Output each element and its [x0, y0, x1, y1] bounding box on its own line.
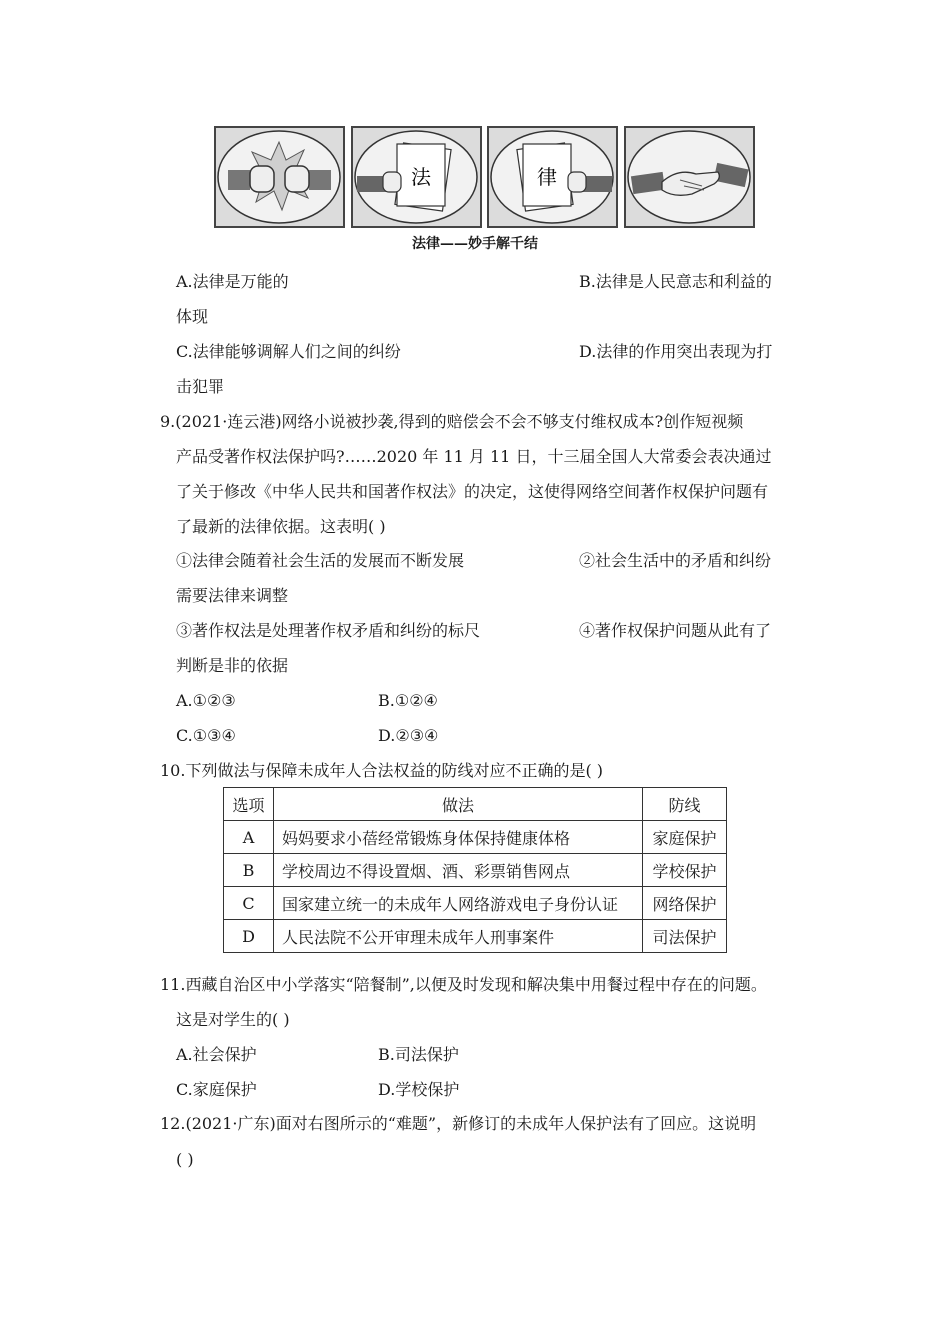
table-cell-defense: 家庭保护 — [643, 821, 727, 854]
q9-option-d: D.②③④ — [378, 726, 439, 745]
q8-option-b-cont: 体现 — [176, 307, 209, 326]
q11-option-a: A.社会保护 — [176, 1045, 257, 1064]
q8-option-d: D.法律的作用突出表现为打 — [579, 342, 773, 361]
figure-panel-handshake — [624, 126, 755, 228]
table-row — [224, 821, 727, 854]
q12-stem-line-1: 12.(2021·广东)面对右图所示的“难题”，新修订的未成年人保护法有了回应。这说明 — [160, 1114, 757, 1133]
figure-panel-law-1 — [351, 126, 482, 228]
table-row — [224, 920, 727, 953]
q9-option-b: B.①②④ — [378, 691, 438, 710]
q12-stem-line-2: ( ) — [176, 1150, 194, 1169]
q8-option-c: C.法律能够调解人们之间的纠纷 — [176, 342, 401, 361]
table-cell-option: C — [224, 887, 274, 920]
hand-document-icon — [489, 128, 616, 226]
q10-options-table — [223, 787, 727, 953]
q11-option-b: B.司法保护 — [378, 1045, 459, 1064]
q9-stem-line-3: 了关于修改《中华人民共和国著作权法》的决定，这使得网络空间著作权保护问题有 — [176, 482, 769, 501]
q11-option-d: D.学校保护 — [378, 1080, 460, 1099]
table-header-action: 做法 — [274, 788, 643, 821]
table-cell-action: 妈妈要求小蓓经常锻炼身体保持健康体格 — [274, 821, 643, 854]
q9-item-2: ②社会生活中的矛盾和纠纷 — [579, 551, 772, 570]
table-row — [224, 887, 727, 920]
figure-caption: 法律——妙手解千结 — [412, 236, 538, 252]
q9-stem-line-2: 产品受著作权法保护吗?……2020 年 11 月 11 日，十三届全国人大常委会表决通过 — [176, 447, 772, 466]
table-cell-option: B — [224, 854, 274, 887]
fists-clash-icon — [216, 128, 343, 226]
q9-item-4-cont: 判断是非的依据 — [176, 656, 289, 675]
table-cell-action: 人民法院不公开审理未成年人刑事案件 — [274, 920, 643, 953]
figure-panel-fists — [214, 126, 345, 228]
q9-stem-line-1: 9.(2021·连云港)网络小说被抄袭,得到的赔偿会不会不够支付维权成本?创作短视频 — [160, 412, 744, 431]
q11-stem-line-2: 这是对学生的( ) — [176, 1010, 290, 1029]
q9-item-3: ③著作权法是处理著作权矛盾和纠纷的标尺 — [176, 621, 481, 640]
table-cell-option: A — [224, 821, 274, 854]
hand-document-icon — [353, 128, 480, 226]
q8-option-d-cont: 击犯罪 — [176, 377, 225, 396]
table-header-row — [224, 788, 727, 821]
table-header-option: 选项 — [224, 788, 274, 821]
table-cell-action: 国家建立统一的未成年人网络游戏电子身份认证 — [274, 887, 643, 920]
q10-stem: 10.下列做法与保障未成年人合法权益的防线对应不正确的是( ) — [160, 761, 604, 780]
panel-law-char-1: 法 — [411, 165, 431, 189]
q9-item-2-cont: 需要法律来调整 — [176, 586, 289, 605]
figure-panel-law-2 — [487, 126, 618, 228]
table-cell-action: 学校周边不得设置烟、酒、彩票销售网点 — [274, 854, 643, 887]
handshake-icon — [626, 128, 753, 226]
table-cell-option: D — [224, 920, 274, 953]
table-cell-defense: 学校保护 — [643, 854, 727, 887]
q8-option-b: B.法律是人民意志和利益的 — [579, 272, 772, 291]
table-header-defense: 防线 — [643, 788, 727, 821]
q11-option-c: C.家庭保护 — [176, 1080, 257, 1099]
table-cell-defense: 司法保护 — [643, 920, 727, 953]
q9-option-a: A.①②③ — [176, 691, 236, 710]
panel-law-char-2: 律 — [537, 165, 557, 189]
q8-option-a: A.法律是万能的 — [176, 272, 289, 291]
q9-stem-line-4: 了最新的法律依据。这表明( ) — [176, 517, 386, 536]
table-cell-defense: 网络保护 — [643, 887, 727, 920]
q9-option-c: C.①③④ — [176, 726, 236, 745]
q9-item-1: ①法律会随着社会生活的发展而不断发展 — [176, 551, 465, 570]
q11-stem-line-1: 11.西藏自治区中小学落实“陪餐制”,以便及时发现和解决集中用餐过程中存在的问题。 — [160, 975, 767, 994]
q9-item-4: ④著作权保护问题从此有了 — [579, 621, 772, 640]
table-row — [224, 854, 727, 887]
